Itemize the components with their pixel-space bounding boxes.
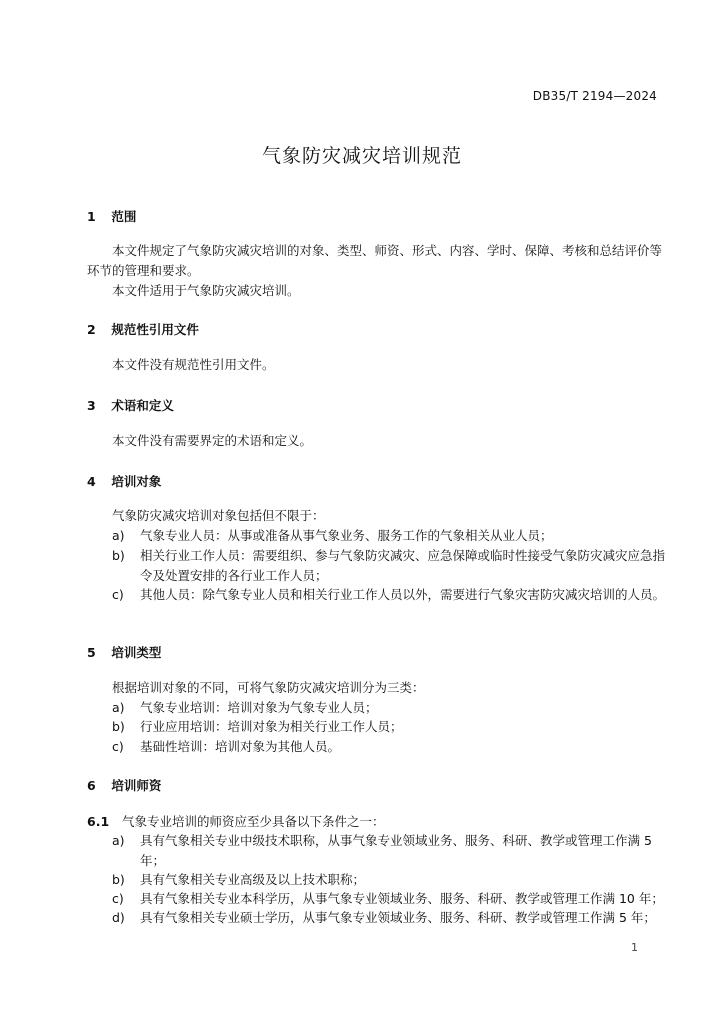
subsection-text: 气象专业培训的师资应至少具备以下条件之一： xyxy=(121,814,385,829)
section-1-paragraph-1: 本文件规定了气象防灾减灾培训的对象、类型、师资、形式、内容、学时、保障、考核和总结评价等环节的管理和要求。 xyxy=(87,243,663,278)
list-item xyxy=(112,908,670,928)
list-item xyxy=(112,526,670,546)
section-heading-5 xyxy=(87,643,161,661)
list-item xyxy=(112,585,670,605)
section-number: 4 xyxy=(87,474,96,489)
list-item xyxy=(112,546,670,586)
list-item-marker: a) xyxy=(112,833,125,848)
list-item xyxy=(112,698,670,718)
section-1-paragraph-2: 本文件适用于气象防灾减灾培训。 xyxy=(112,283,300,298)
section-5-intro: 根据培训对象的不同，可将气象防灾减灾培训分为三类： xyxy=(112,680,425,695)
list-item-text: 基础性培训：培训对象为其他人员。 xyxy=(140,739,341,754)
section-title: 范围 xyxy=(111,209,137,224)
subsection-number: 6.1 xyxy=(87,814,110,829)
list-item-text: 相关行业工作人员：需要组织、参与气象防灾减灾、应急保障或临时性接受气象防灾减灾应急指令及处置安排的各行业工作人员； xyxy=(140,548,666,583)
section-title: 培训类型 xyxy=(111,645,162,660)
list-item-marker: c) xyxy=(112,739,124,754)
section-2-paragraph-1: 本文件没有规范性引用文件。 xyxy=(112,357,275,372)
section-title: 规范性引用文件 xyxy=(111,322,199,337)
section-title: 培训师资 xyxy=(111,778,162,793)
page-number: 1 xyxy=(631,941,638,954)
document-number: DB35/T 2194—2024 xyxy=(532,89,657,103)
list-item-text: 其他人员：除气象专业人员和相关行业工作人员以外，需要进行气象灾害防灾减灾培训的人员。 xyxy=(140,587,666,602)
list-item-marker: c) xyxy=(112,891,124,906)
section-number: 2 xyxy=(87,322,96,337)
list-item-marker: b) xyxy=(112,719,125,734)
list-item-text: 具有气象相关专业高级及以上技术职称； xyxy=(140,872,366,887)
list-item-marker: d) xyxy=(112,910,125,925)
section-number: 3 xyxy=(87,398,96,413)
list-item xyxy=(112,831,670,871)
section-number: 6 xyxy=(87,778,96,793)
list-item-marker: a) xyxy=(112,700,125,715)
list-item-marker: b) xyxy=(112,548,125,563)
section-number: 5 xyxy=(87,645,96,660)
section-heading-3 xyxy=(87,396,174,414)
list-item-text: 具有气象相关专业硕士学历，从事气象专业领域业务、服务、科研、教学或管理工作满 5 年； xyxy=(140,910,656,925)
list-item-text: 气象专业培训：培训对象为气象专业人员； xyxy=(140,700,378,715)
list-item-text: 具有气象相关专业本科学历，从事气象专业领域业务、服务、科研、教学或管理工作满 10 年； xyxy=(140,891,664,906)
list-item-text: 气象专业人员：从事或准备从事气象业务、服务工作的气象相关从业人员； xyxy=(140,528,553,543)
section-heading-2 xyxy=(87,320,199,338)
document-title: 气象防灾减灾培训规范 xyxy=(261,145,462,167)
list-item xyxy=(112,737,670,757)
subsection-6-1 xyxy=(87,812,385,830)
list-item-marker: c) xyxy=(112,587,124,602)
list-item-text: 具有气象相关专业中级技术职称，从事气象专业领域业务、服务、科研、教学或管理工作满 5 年； xyxy=(140,833,652,868)
section-heading-4 xyxy=(87,472,161,490)
list-item xyxy=(112,870,670,890)
section-heading-1 xyxy=(87,207,136,225)
section-title: 培训对象 xyxy=(111,474,162,489)
section-title: 术语和定义 xyxy=(111,398,174,413)
list-item xyxy=(112,717,670,737)
section-3-paragraph-1: 本文件没有需要界定的术语和定义。 xyxy=(112,433,313,448)
list-item-text: 行业应用培训：培训对象为相关行业工作人员； xyxy=(140,719,403,734)
section-4-intro: 气象防灾减灾培训对象包括但不限于： xyxy=(112,508,325,523)
list-item xyxy=(112,889,670,909)
list-item-marker: a) xyxy=(112,528,125,543)
list-item-marker: b) xyxy=(112,872,125,887)
section-heading-6 xyxy=(87,776,161,794)
section-number: 1 xyxy=(87,209,96,224)
